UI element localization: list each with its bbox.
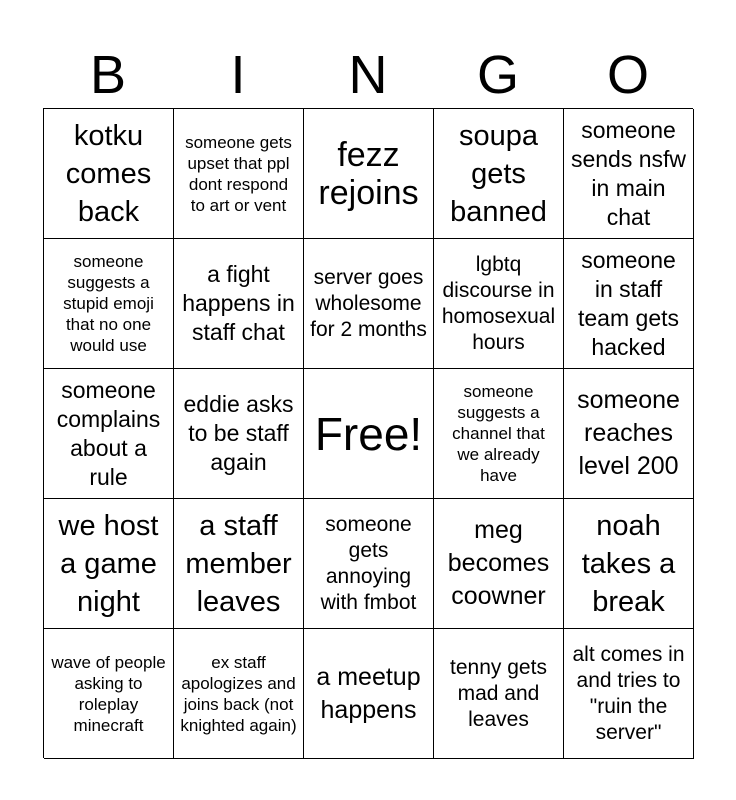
- bingo-cell-r1c4[interactable]: [434, 109, 564, 239]
- cell-text: kotku comes back: [65, 119, 152, 228]
- bingo-cell-free[interactable]: [304, 369, 434, 499]
- cell-text: a staff member leaves: [185, 509, 292, 618]
- bingo-cell-r2c5[interactable]: [564, 239, 694, 369]
- free-space-text: Free!: [314, 407, 423, 460]
- cell-text: noah takes a break: [581, 509, 676, 618]
- header-letter-b: B: [89, 45, 127, 105]
- bingo-cell-r3c5[interactable]: [564, 369, 694, 499]
- cell-text: someone suggests a stupid emoji that no one would use: [63, 252, 154, 355]
- cell-text: eddie asks to be staff again: [183, 391, 294, 475]
- cell-text: someone gets annoying with fmbot: [320, 512, 417, 614]
- bingo-cell-r1c3[interactable]: [304, 109, 434, 239]
- bingo-cell-r4c3[interactable]: [304, 499, 434, 629]
- cell-text: someone complains about a rule: [56, 376, 161, 490]
- bingo-cell-r4c2[interactable]: [174, 499, 304, 629]
- cell-text: meg becomes coowner: [447, 516, 550, 610]
- cell-text: soupa gets banned: [450, 119, 547, 228]
- bingo-cell-r4c4[interactable]: [434, 499, 564, 629]
- cell-text: someone reaches level 200: [577, 386, 680, 480]
- cell-text: tenny gets mad and leaves: [450, 655, 547, 731]
- header-letter-i: I: [230, 45, 246, 105]
- bingo-cell-r3c4[interactable]: [434, 369, 564, 499]
- cell-text: we host a game night: [58, 509, 159, 618]
- cell-text: someone in staff team gets hacked: [578, 246, 679, 360]
- bingo-cell-r5c4[interactable]: [434, 629, 564, 759]
- bingo-cell-r1c1[interactable]: [44, 109, 174, 239]
- bingo-cell-r5c5[interactable]: [564, 629, 694, 759]
- bingo-cell-r2c1[interactable]: [44, 239, 174, 369]
- header-letter-n: N: [348, 45, 388, 105]
- bingo-cell-r5c2[interactable]: [174, 629, 304, 759]
- cell-text: wave of people asking to roleplay minecraft: [51, 652, 166, 735]
- cell-text: ex staff apologizes and joins back (not knighted again): [180, 652, 297, 735]
- bingo-cell-r3c1[interactable]: [44, 369, 174, 499]
- bingo-cell-r4c1[interactable]: [44, 499, 174, 629]
- bingo-cell-r1c2[interactable]: [174, 109, 304, 239]
- bingo-cell-r2c2[interactable]: [174, 239, 304, 369]
- bingo-header: [43, 42, 693, 108]
- cell-text: lgbtq discourse in homosexual hours: [441, 252, 556, 354]
- bingo-cell-r5c1[interactable]: [44, 629, 174, 759]
- cell-text: a meetup happens: [316, 662, 421, 724]
- cell-text: someone suggests a channel that we already have: [452, 382, 545, 485]
- bingo-cell-r2c3[interactable]: [304, 239, 434, 369]
- bingo-cell-r1c5[interactable]: [564, 109, 694, 239]
- bingo-cell-r3c2[interactable]: [174, 369, 304, 499]
- cell-text: server goes wholesome for 2 months: [310, 265, 427, 341]
- bingo-cell-r5c3[interactable]: [304, 629, 434, 759]
- cell-text: alt comes in and tries to "ruin the server": [572, 642, 685, 744]
- header-letter-o: O: [606, 45, 649, 105]
- cell-text: someone sends nsfw in main chat: [570, 116, 687, 230]
- cell-text: fezz rejoins: [318, 135, 419, 212]
- bingo-cell-r4c5[interactable]: [564, 499, 694, 629]
- cell-text: a fight happens in staff chat: [182, 261, 295, 345]
- cell-text: someone gets upset that ppl dont respond to art or vent: [185, 132, 292, 215]
- bingo-cell-r2c4[interactable]: [434, 239, 564, 369]
- header-letter-g: G: [476, 45, 519, 105]
- bingo-board: [43, 108, 693, 758]
